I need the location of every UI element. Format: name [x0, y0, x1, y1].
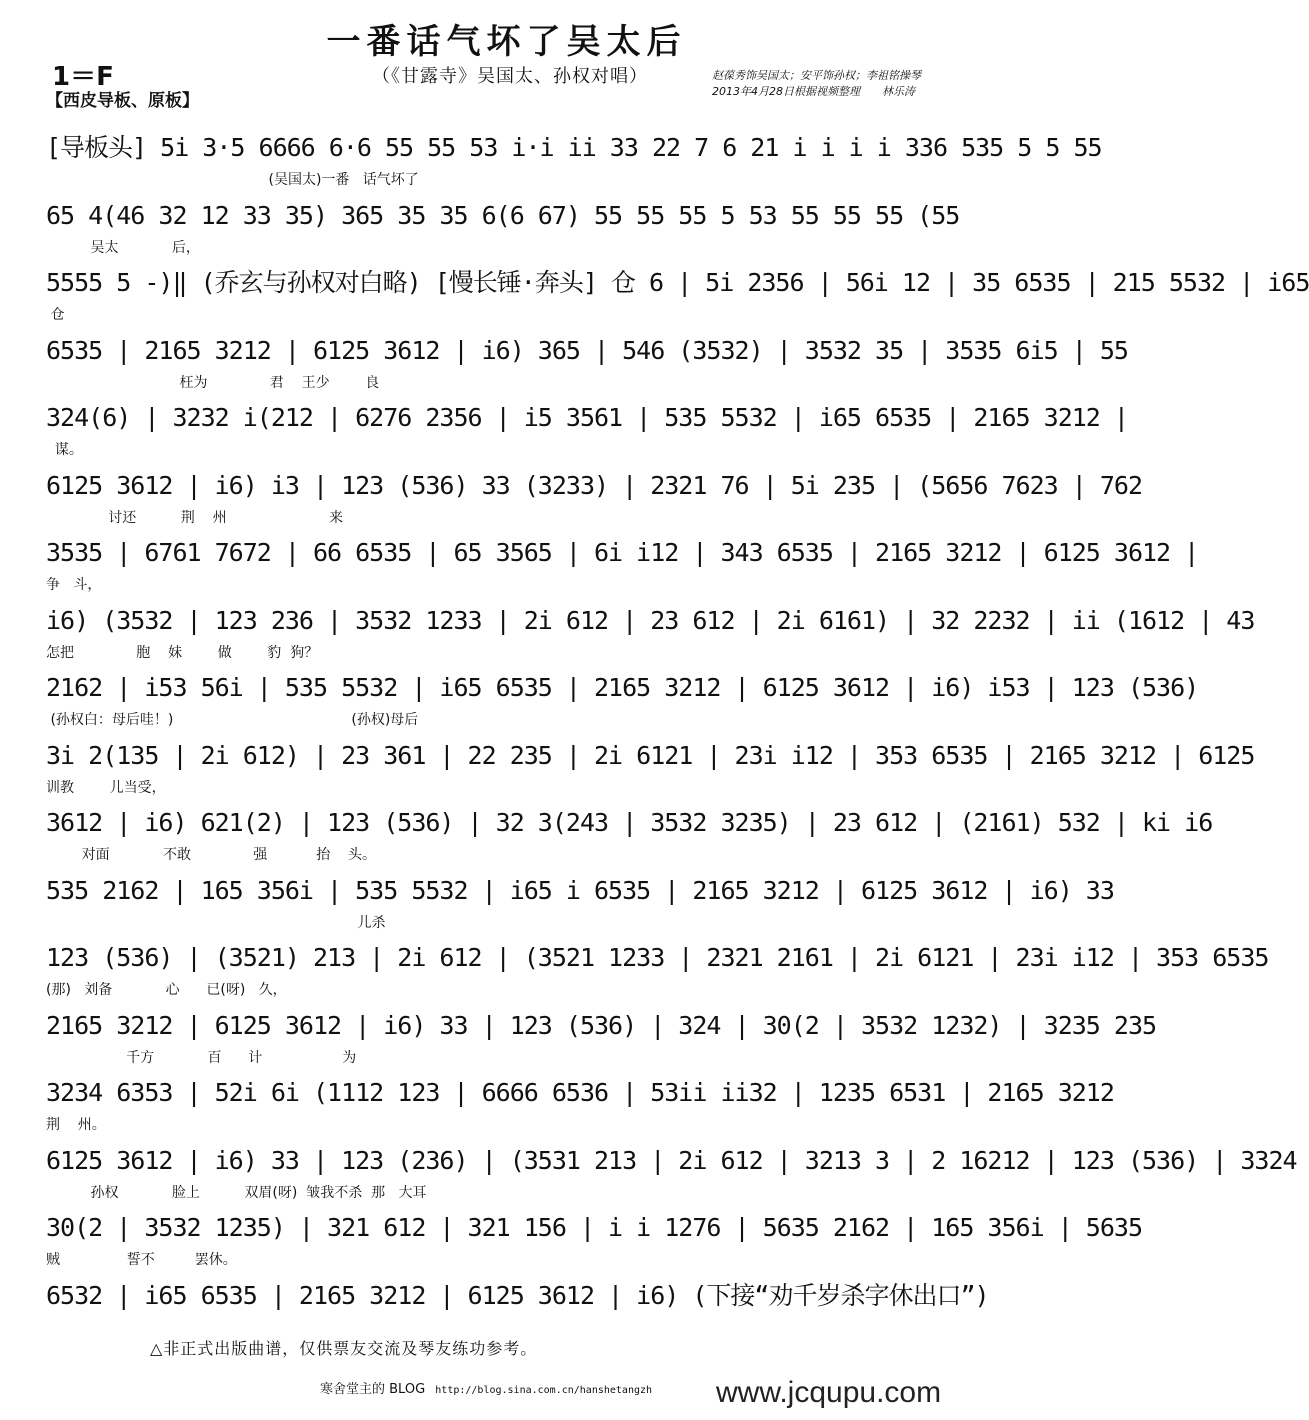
lyrics-line: 千方 百 计 为 — [46, 1049, 357, 1066]
score-system — [46, 1208, 1142, 1280]
notation-line: 2162 | i53 56i | 535 5532 | i65 6535 | 2165 3212 | 6125 3612 | i6) i53 | 123 (536) — [46, 673, 1199, 702]
score-system — [46, 1073, 1114, 1145]
score-system — [46, 196, 966, 268]
blog-url[interactable]: http://blog.sina.com.cn/hanshetangzh — [435, 1385, 653, 1396]
score-system — [46, 263, 1309, 335]
score-system — [46, 398, 1128, 470]
score-system — [46, 668, 1199, 740]
lyrics-line: 怎把 胞 妹 做 豹 狗？ — [46, 644, 319, 661]
notation-line: 3612 | i6) 621(2) | 123 (536) | 32 3(243 | 3532 3235) | 23 612 | (2161) 532 | ki i6 — [46, 808, 1213, 837]
lyrics-line: 吴太 后， — [46, 239, 200, 256]
lyrics-line: 孙权 脸上 双眉(呀) 皱我不杀 那 大耳 — [46, 1184, 427, 1201]
lyrics-line: (孙权白：母后哇！) (孙权)母后 — [46, 712, 419, 728]
score-system — [46, 466, 1142, 538]
key-signature: 1＝F — [52, 62, 114, 92]
score-system — [46, 938, 1269, 1010]
notation-line: 5555 5 -)‖ (乔玄与孙权对白略) [慢长锤·奔头] 仓 6 | 5i 2356 | 56i 12 | 35 6535 | 215 5532 | i65 — [46, 268, 1309, 297]
notation-line: 6535 | 2165 3212 | 6125 3612 | i6) 365 | 546 (3532) | 3532 35 | 3535 6i5 | 55 — [46, 335, 1128, 365]
notation-line: 6532 | i65 6535 | 2165 3212 | 6125 3612 | i6) (下接“劝千岁杀字休出口”) — [46, 1280, 989, 1310]
mode-label: 【西皮导板、原板】 — [46, 91, 199, 111]
notation-line: i6) (3532 | 123 236 | 3532 1233 | 2i 612 | 23 612 | 2i 6161) | 32 2232 | ii (1612 | 43 — [46, 605, 1255, 635]
lyrics-line: 仓 — [46, 307, 65, 323]
page-title: 一番话气坏了吴太后 — [326, 22, 687, 62]
footer-note: △非正式出版曲谱，仅供票友交流及琴友练功参考。 — [150, 1339, 538, 1358]
score-system — [46, 1006, 1157, 1078]
score-system — [46, 871, 1114, 943]
notation-line: 3234 6353 | 52i 6i (1112 123 | 6666 6536 | 53ii ii32 | 1235 6531 | 2165 3212 — [46, 1078, 1114, 1107]
page-subtitle: （《甘露寺》吴国太、孙权对唱） — [372, 66, 648, 87]
score-system — [46, 331, 1128, 403]
score-system — [46, 533, 1199, 605]
notation-line: 6125 3612 | i6) 33 | 123 (236) | (3531 213 | 2i 612 | 3213 3 | 2 16212 | 123 (536) | 3324 — [46, 1145, 1297, 1175]
lyrics-line: 争 斗， — [46, 577, 102, 593]
notation-line: 6125 3612 | i6) i3 | 123 (536) 33 (3233) | 2321 76 | 5i 235 | (5656 7623 | 762 — [46, 470, 1142, 500]
credits-performers: 赵葆秀饰吴国太；安平饰孙权；李祖铭操琴 — [712, 69, 921, 82]
notation-line: 3i 2(135 | 2i 612) | 23 361 | 22 235 | 2i 6121 | 23i i12 | 353 6535 | 2165 3212 | 6125 — [46, 740, 1255, 770]
lyrics-line: 儿杀 — [46, 914, 386, 931]
blog-name: 寒舍堂主的 BLOG — [320, 1382, 426, 1397]
score-system — [46, 1141, 1297, 1213]
lyrics-line: 谋。 — [46, 442, 83, 458]
credits-transcriber: 2013年4月28日根据视频整理 林乐涛 — [712, 85, 915, 98]
credits — [712, 68, 921, 100]
notation-line: 123 (536) | (3521) 213 | 2i 612 | (3521 1233 | 2321 2161 | 2i 6121 | 23i i12 | 353 6535 — [46, 943, 1269, 972]
lyrics-line: 讨还 荆 州 来 — [46, 509, 343, 526]
lyrics-line: 枉为 君 王少 良 — [46, 374, 380, 391]
notation-line: 3535 | 6761 7672 | 66 6535 | 65 3565 | 6i i12 | 343 6535 | 2165 3212 | 6125 3612 | — [46, 538, 1199, 567]
lyrics-line: (那) 刘备 心 已(呀) 久， — [46, 982, 287, 998]
score-system — [46, 803, 1213, 875]
notation-line: [导板头] 5i 3·5 6666 6·6 55 55 53 i·i ii 33 22 7 6 21 i i i i 336 535 5 5 55 — [46, 133, 1102, 162]
site-watermark: www.jcqupu.com — [716, 1376, 942, 1409]
notation-line: 324(6) | 3232 i(212 | 6276 2356 | i5 3561 | 535 5532 | i65 6535 | 2165 3212 | — [46, 403, 1128, 432]
lyrics-line: 训教 儿当受， — [46, 779, 166, 796]
lyrics-line: 贼 誓不 罢休。 — [46, 1252, 237, 1268]
lyrics-line: 荆 州。 — [46, 1117, 106, 1133]
notation-line: 65 4(46 32 12 33 35) 365 35 35 6(6 67) 55 55 55 5 53 55 55 55 (55 — [46, 200, 960, 230]
notation-line: 535 2162 | 165 356i | 535 5532 | i65 i 6535 | 2165 3212 | 6125 3612 | i6) 33 — [46, 875, 1114, 905]
lyrics-line: (吴国太)一番 话气坏了 — [46, 172, 419, 188]
lyrics-line: 对面 不敢 强 抬 头。 — [46, 847, 377, 863]
score-system — [46, 736, 1255, 808]
blog-credit — [320, 1378, 652, 1397]
score-system — [46, 601, 1255, 673]
notation-line: 30(2 | 3532 1235) | 321 612 | 321 156 | i i 1276 | 5635 2162 | 165 356i | 5635 — [46, 1213, 1142, 1242]
notation-line: 2165 3212 | 6125 3612 | i6) 33 | 123 (536) | 324 | 30(2 | 3532 1232) | 3235 235 — [46, 1010, 1157, 1040]
score-system — [46, 128, 1102, 200]
